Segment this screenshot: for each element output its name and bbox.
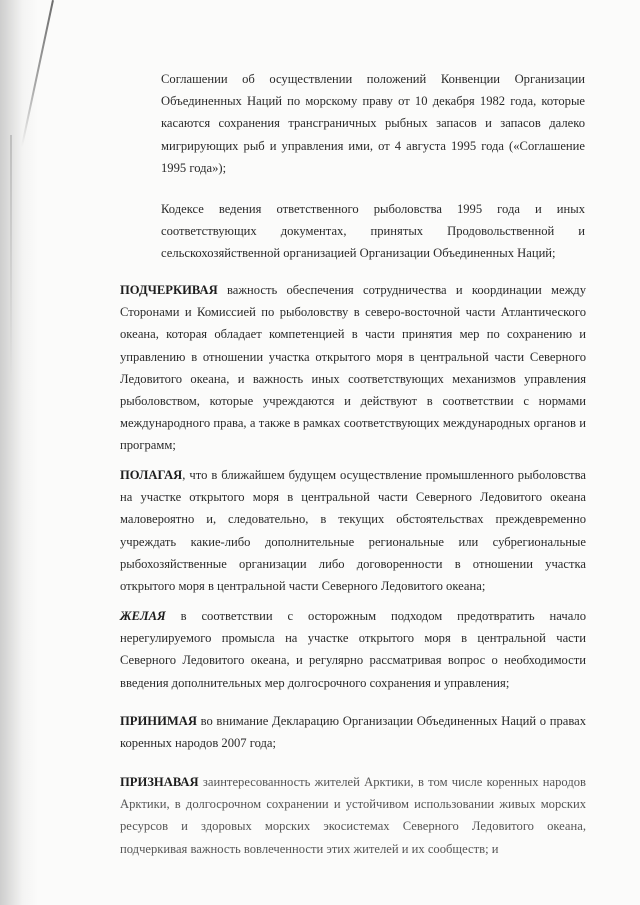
paragraph-keyword: ПРИЗНАВАЯ	[120, 775, 199, 789]
paragraph-code-of-conduct	[161, 198, 585, 265]
paragraph-considering	[120, 464, 586, 597]
scan-streak	[10, 135, 12, 385]
scan-edge-shadow	[0, 0, 38, 905]
paragraph-keyword: ЖЕЛАЯ	[120, 609, 166, 623]
paragraph-keyword: ПОЛАГАЯ	[120, 468, 183, 482]
paragraph-text: в соответствии с осторожным подходом предотвратить начало нерегулируемого промысла на участке открытого моря в центральной части Северного Ледовитого океана, и регулярно рассматривая вопрос о необходимости введения дополнительных мер долгосрочного сохранения и управления;	[120, 609, 586, 690]
paragraph-text: Соглашении об осуществлении положений Конвенции Организации Объединенных Наций по морскому праву от 10 декабря 1982 года, которые касаются сохранения трансграничных рыбных запасов и запасов далеко мигрирующих рыб и управления ими, от 4 августа 1995 года («Соглашение 1995 года»);	[161, 72, 585, 175]
paragraph-taking-into-account	[120, 710, 586, 754]
paragraph-desiring	[120, 605, 586, 694]
paragraph-agreement-1995	[161, 68, 585, 179]
paragraph-text: , что в ближайшем будущем осуществление промышленного рыболовства на участке открытого моря в центральной части Северного Ледовитого океана маловероятно и, следовательно, в текущих обстоятельствах преждевременно учреждать какие-либо дополнительные региональные или субрегиональные рыбохозяйственные организации либо договоренности в отношении участка открытого моря в центральной части Северного Ледовитого океана;	[120, 468, 586, 594]
paragraph-emphasizing	[120, 279, 586, 457]
paragraph-keyword: ПРИНИМАЯ	[120, 714, 197, 728]
paragraph-text: во внимание Декларацию Организации Объединенных Наций о правах коренных народов 2007 года;	[120, 714, 586, 751]
paragraph-keyword: ПОДЧЕРКИВАЯ	[120, 283, 218, 297]
paragraph-recognizing	[120, 771, 586, 860]
paragraph-text: важность обеспечения сотрудничества и координации между Сторонами и Комиссией по рыболовству в северо-восточной части Атлантического океана, которая обладает компетенцией в части принятия мер по сохранению и управлению в отношении участка открытого моря в центральной части Северного Ледовитого океана, и важность иных соответствующих механизмов управления рыболовством, которые учреждаются и действуют в соответствии с нормами международного права, а также в рамках соответствующих международных органов и программ;	[120, 283, 586, 453]
paragraph-text: заинтересованность жителей Арктики, в том числе коренных народов Арктики, в долгосрочном сохранении и устойчивом использовании живых морских ресурсов и здоровых морских экосистемах Северного Ледовитого океана, подчеркивая важность вовлеченности этих жителей и их сообществ; и	[120, 775, 586, 856]
paragraph-text: Кодексе ведения ответственного рыболовства 1995 года и иных соответствующих документах, принятых Продовольственной и сельскохозяйственной организацией Организации Объединенных Наций;	[161, 202, 585, 261]
